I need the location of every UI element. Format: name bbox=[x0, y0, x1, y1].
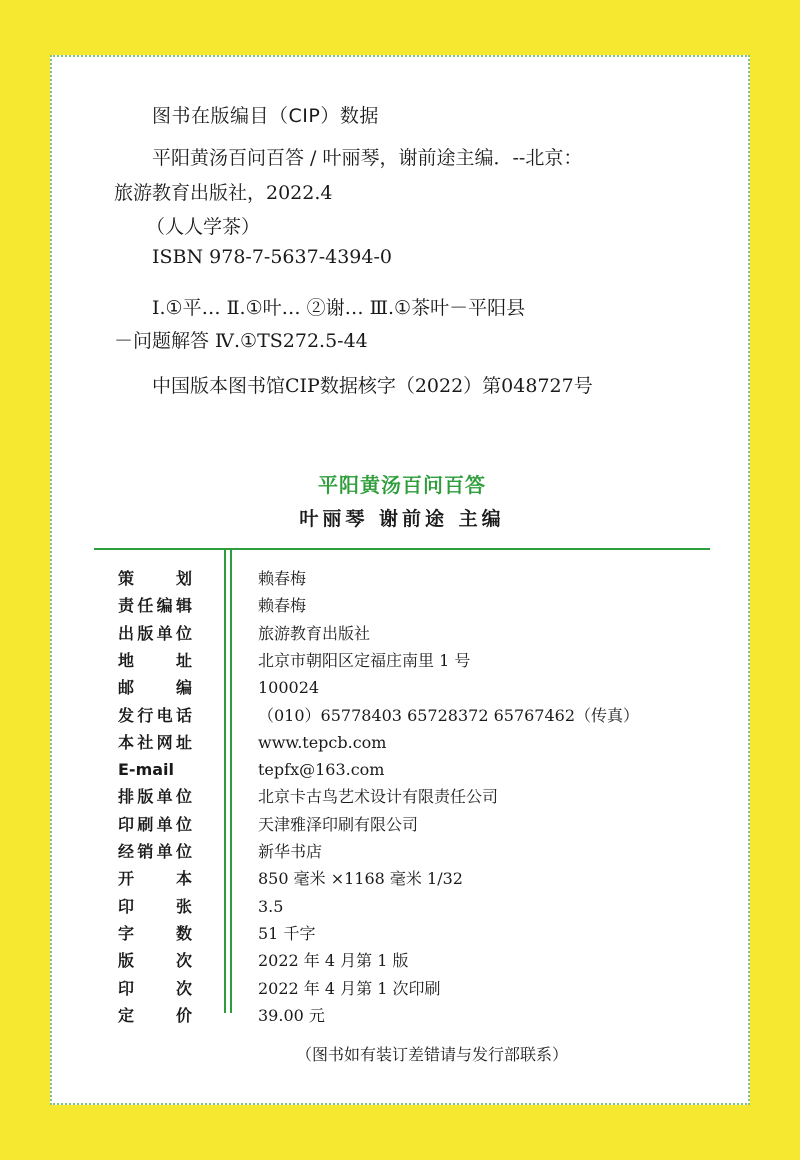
imprint-label: 印次 bbox=[118, 978, 192, 998]
imprint-value: 新华书店 bbox=[258, 842, 323, 861]
imprint-label: 印张 bbox=[118, 896, 192, 916]
imprint-row bbox=[52, 729, 752, 756]
imprint-value: 北京卡古鸟艺术设计有限责任公司 bbox=[258, 787, 499, 807]
imprint-row bbox=[52, 565, 752, 592]
imprint-label: 本社网址 bbox=[118, 732, 192, 752]
cip-record-line: 中国版本图书馆CIP数据核字（2022）第048727号 bbox=[152, 375, 593, 397]
imprint-label: 策划 bbox=[118, 569, 192, 588]
book-title: 平阳黄汤百问百答 bbox=[318, 473, 486, 497]
footer-note: （图书如有装订差错请与发行部联系） bbox=[295, 1045, 568, 1064]
horizontal-rule bbox=[94, 548, 710, 550]
imprint-label: 邮编 bbox=[118, 678, 192, 698]
imprint-label: 地址 bbox=[118, 650, 192, 670]
imprint-value: 39.00 元 bbox=[258, 1005, 325, 1025]
imprint-row bbox=[52, 702, 752, 729]
imprint-label: 经销单位 bbox=[118, 842, 192, 861]
imprint-value: 赖春梅 bbox=[258, 596, 307, 616]
book-editors: 叶丽琴 谢前途 主编 bbox=[299, 508, 505, 530]
imprint-label: 排版单位 bbox=[118, 787, 192, 807]
imprint-value: 天津雅泽印刷有限公司 bbox=[258, 814, 419, 834]
cip-heading: 图书在版编目（CIP）数据 bbox=[152, 105, 379, 127]
imprint-row bbox=[52, 783, 752, 810]
cip-classification-line-2: －问题解答 Ⅳ.①TS272.5-44 bbox=[114, 330, 368, 352]
imprint-row bbox=[52, 838, 752, 865]
imprint-row bbox=[52, 865, 752, 892]
imprint-label: 开本 bbox=[118, 869, 192, 889]
cip-title-line: 平阳黄汤百问百答 / 叶丽琴，谢前途主编．--北京： bbox=[152, 147, 583, 169]
cip-classification-line: Ⅰ.①平… Ⅱ.①叶… ②谢… Ⅲ.①茶叶－平阳县 bbox=[152, 297, 526, 319]
imprint-value: www.tepcb.com bbox=[258, 732, 387, 752]
imprint-value: 100024 bbox=[258, 678, 320, 698]
imprint-label: 发行电话 bbox=[118, 705, 192, 725]
imprint-value: 2022 年 4 月第 1 次印刷 bbox=[258, 978, 441, 998]
imprint-row bbox=[52, 893, 752, 920]
imprint-row bbox=[52, 1002, 752, 1029]
imprint-row bbox=[52, 920, 752, 947]
imprint-label: 版次 bbox=[118, 951, 192, 971]
imprint-row bbox=[52, 647, 752, 674]
imprint-label: E-mail bbox=[118, 760, 175, 780]
imprint-value: 旅游教育出版社 bbox=[258, 623, 371, 643]
imprint-value: 2022 年 4 月第 1 版 bbox=[258, 951, 409, 971]
imprint-label: 定价 bbox=[118, 1005, 192, 1025]
cip-publisher-line: 旅游教育出版社，2022.4 bbox=[114, 182, 333, 204]
imprint-value: （010）65778403 65728372 65767462（传真） bbox=[258, 705, 640, 725]
imprint-row bbox=[52, 674, 752, 701]
imprint-row bbox=[52, 947, 752, 974]
imprint-value: 赖春梅 bbox=[258, 569, 307, 588]
imprint-label: 责任编辑 bbox=[118, 596, 192, 616]
imprint-label: 出版单位 bbox=[118, 623, 192, 643]
imprint-row bbox=[52, 620, 752, 647]
imprint-row bbox=[52, 756, 752, 783]
imprint-row bbox=[52, 592, 752, 619]
imprint-row bbox=[52, 811, 752, 838]
cip-isbn-line: ISBN 978-7-5637-4394-0 bbox=[152, 246, 392, 268]
imprint-label: 字数 bbox=[118, 923, 192, 943]
imprint-value: 51 千字 bbox=[258, 923, 316, 943]
imprint-row bbox=[52, 975, 752, 1002]
imprint-label: 印刷单位 bbox=[118, 814, 192, 834]
imprint-value: tepfx@163.com bbox=[258, 760, 385, 780]
imprint-value: 3.5 bbox=[258, 896, 284, 916]
copyright-page bbox=[50, 55, 750, 1105]
cip-series-line: （人人学茶） bbox=[146, 216, 261, 238]
imprint-value: 北京市朝阳区定福庄南里 1 号 bbox=[258, 650, 471, 670]
imprint-value: 850 毫米 ×1168 毫米 1/32 bbox=[258, 869, 463, 889]
